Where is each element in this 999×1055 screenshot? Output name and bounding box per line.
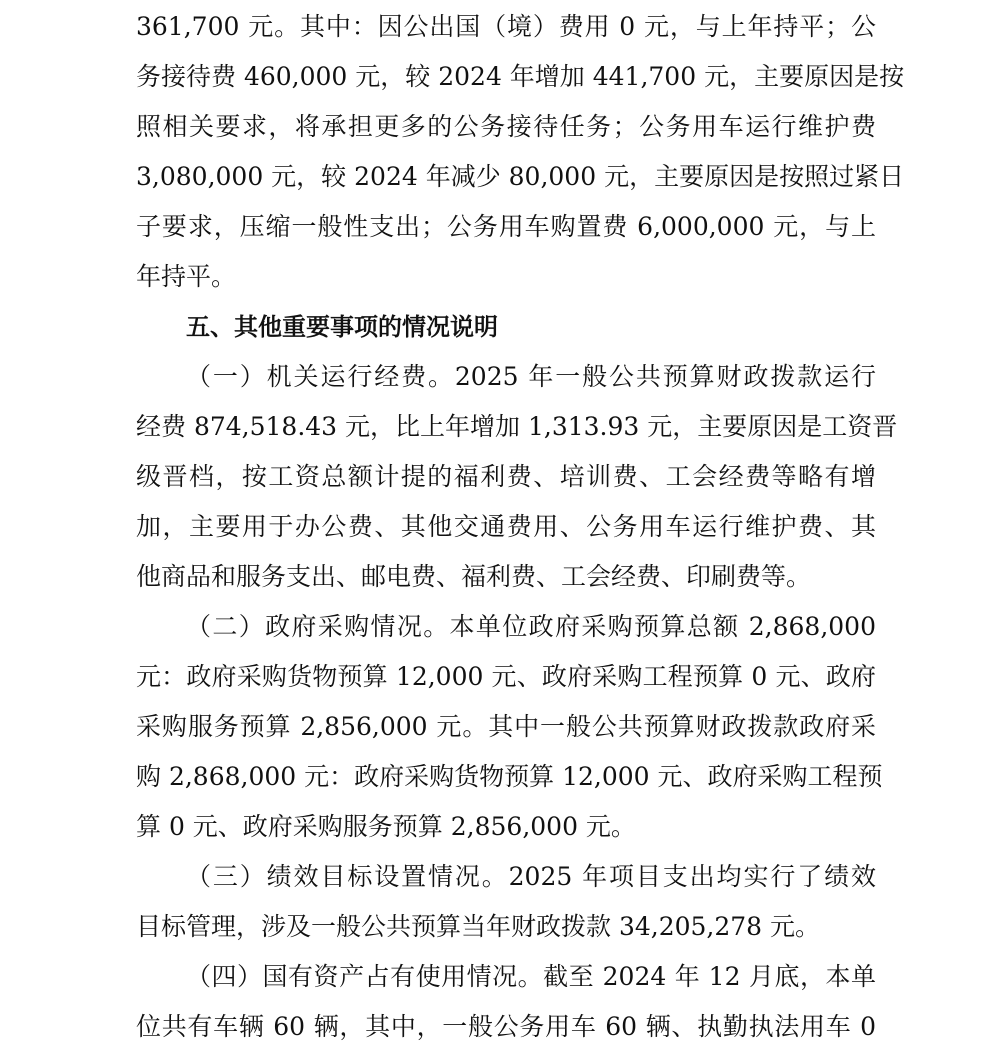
body-line: 照相关要求，将承担更多的公务接待任务；公务用车运行维护费 <box>136 112 876 141</box>
body-line: 目标管理，涉及一般公共预算当年财政拨款 34,205,278 元。 <box>136 912 821 941</box>
body-line: 元：政府采购货物预算 12,000 元、政府采购工程预算 0 元、政府 <box>136 662 876 691</box>
body-line: 他商品和服务支出、邮电费、福利费、工会经费、印刷费等。 <box>136 562 812 591</box>
body-line: 购 2,868,000 元：政府采购货物预算 12,000 元、政府采购工程预 <box>136 762 883 791</box>
body-line: 位共有车辆 60 辆，其中，一般公务用车 60 辆、执勤执法用车 0 <box>136 1012 876 1041</box>
body-line: 采购服务预算 2,856,000 元。其中一般公共预算财政拨款政府采 <box>136 712 876 741</box>
section-heading: 五、其他重要事项的情况说明 <box>186 313 498 341</box>
body-line: 子要求，压缩一般性支出；公务用车购置费 6,000,000 元，与上 <box>136 212 876 241</box>
body-line: 经费 874,518.43 元，比上年增加 1,313.93 元，主要原因是工资晋 <box>136 412 898 441</box>
paragraph-first-line: （四）国有资产占有使用情况。截至 2024 年 12 月底，本单 <box>186 962 876 991</box>
body-line: 加，主要用于办公费、其他交通费用、公务用车运行维护费、其 <box>136 512 876 541</box>
body-line: 级晋档，按工资总额计提的福利费、培训费、工会经费等略有增 <box>136 462 876 491</box>
body-line: 算 0 元、政府采购服务预算 2,856,000 元。 <box>136 812 636 841</box>
body-line: 务接待费 460,000 元，较 2024 年增加 441,700 元，主要原因是按 <box>136 62 905 91</box>
body-line: 年持平。 <box>136 262 237 291</box>
body-line: 3,080,000 元，较 2024 年减少 80,000 元，主要原因是按照过紧日 <box>136 162 905 191</box>
body-line: 361,700 元。其中：因公出国（境）费用 0 元，与上年持平；公 <box>136 12 876 41</box>
paragraph-first-line: （二）政府采购情况。本单位政府采购预算总额 2,868,000 <box>186 612 876 641</box>
paragraph-first-line: （一）机关运行经费。2025 年一般公共预算财政拨款运行 <box>186 362 876 391</box>
paragraph-first-line: （三）绩效目标设置情况。2025 年项目支出均实行了绩效 <box>186 862 876 891</box>
